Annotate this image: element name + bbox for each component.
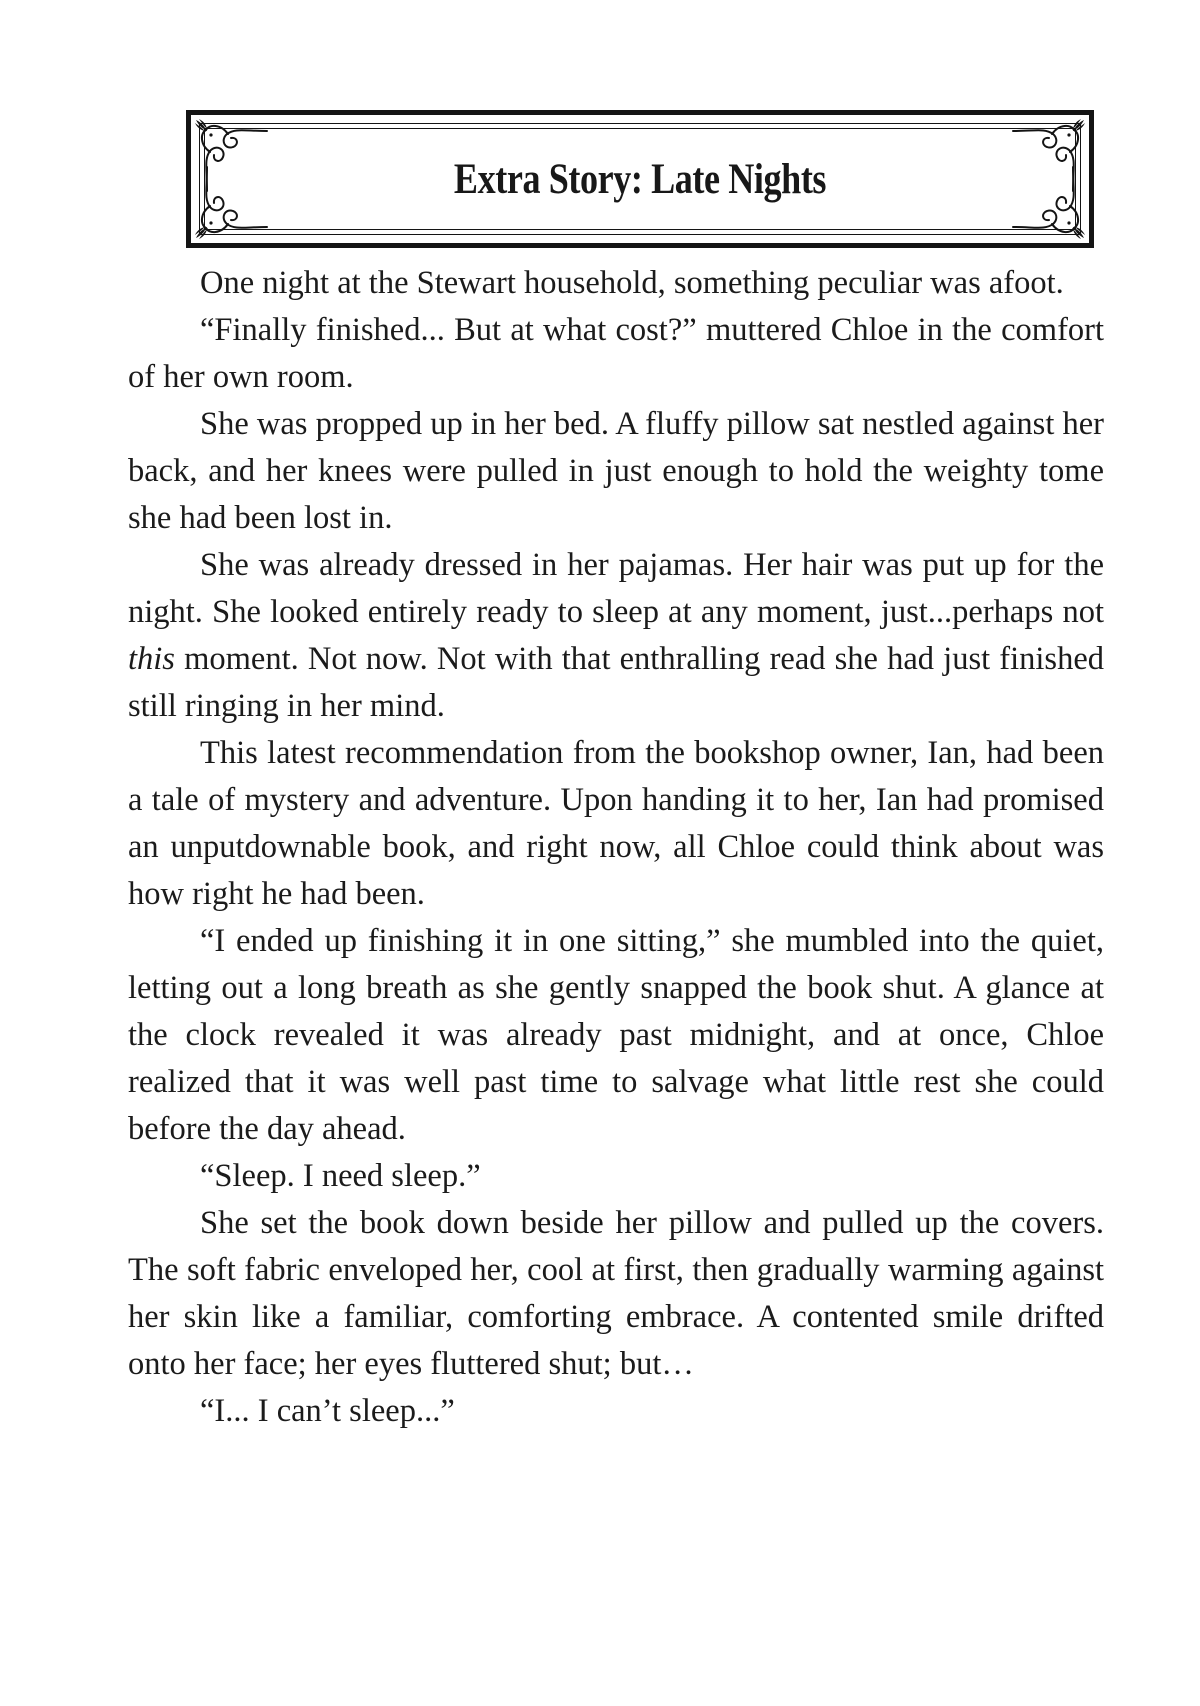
paragraph xyxy=(128,260,1104,307)
paragraph xyxy=(128,1200,1104,1388)
text-run: She was propped up in her bed. A fluffy pillow sat nestled against her back, and her knees were pulled in just enough to hold the weighty tome she had been lost in. xyxy=(128,406,1104,536)
paragraph xyxy=(128,307,1104,401)
text-run: “I... I can’t sleep...” xyxy=(200,1393,455,1429)
story-text xyxy=(128,260,1104,1435)
text-run: She set the book down beside her pillow and pulled up the covers. The soft fabric enveloped her, cool at first, then gradually warming against her skin like a familiar, comforting embrace. A contented smile drifted onto her face; her eyes fluttered shut; but… xyxy=(128,1205,1104,1382)
paragraph xyxy=(128,730,1104,918)
corner-flourish-icon xyxy=(195,165,269,239)
text-run: “Finally finished... But at what cost?” muttered Chloe in the comfort of her own room. xyxy=(128,312,1104,395)
italic-text-run: this xyxy=(128,641,175,677)
paragraph xyxy=(128,1388,1104,1435)
paragraph xyxy=(128,918,1104,1153)
text-run: She was already dressed in her pajamas. Her hair was put up for the night. She looked entirely ready to sleep at any moment, just...perhaps not xyxy=(128,547,1104,630)
corner-flourish-icon xyxy=(1011,165,1085,239)
corner-flourish-icon xyxy=(1011,119,1085,193)
text-run: This latest recommendation from the bookshop owner, Ian, had been a tale of mystery and adventure. Upon handing it to her, Ian had promised an unputdownable book, and right now, all Chloe could think about was how right he had been. xyxy=(128,735,1104,912)
text-run: “I ended up finishing it in one sitting,” she mumbled into the quiet, letting out a long breath as she gently snapped the book shut. A glance at the clock revealed it was already past midnight, and at once, Chloe realized that it was well past time to salvage what little rest she could before the day ahead. xyxy=(128,923,1104,1147)
text-run: moment. Not now. Not with that enthralling read she had just finished still ringing in her mind. xyxy=(128,641,1104,724)
chapter-title-box xyxy=(186,110,1094,248)
paragraph xyxy=(128,542,1104,730)
text-run: “Sleep. I need sleep.” xyxy=(200,1158,481,1194)
corner-flourish-icon xyxy=(195,119,269,193)
paragraph xyxy=(128,1153,1104,1200)
chapter-title: Extra Story: Late Nights xyxy=(453,155,827,203)
text-run: One night at the Stewart household, something peculiar was afoot. xyxy=(200,265,1064,301)
paragraph xyxy=(128,401,1104,542)
